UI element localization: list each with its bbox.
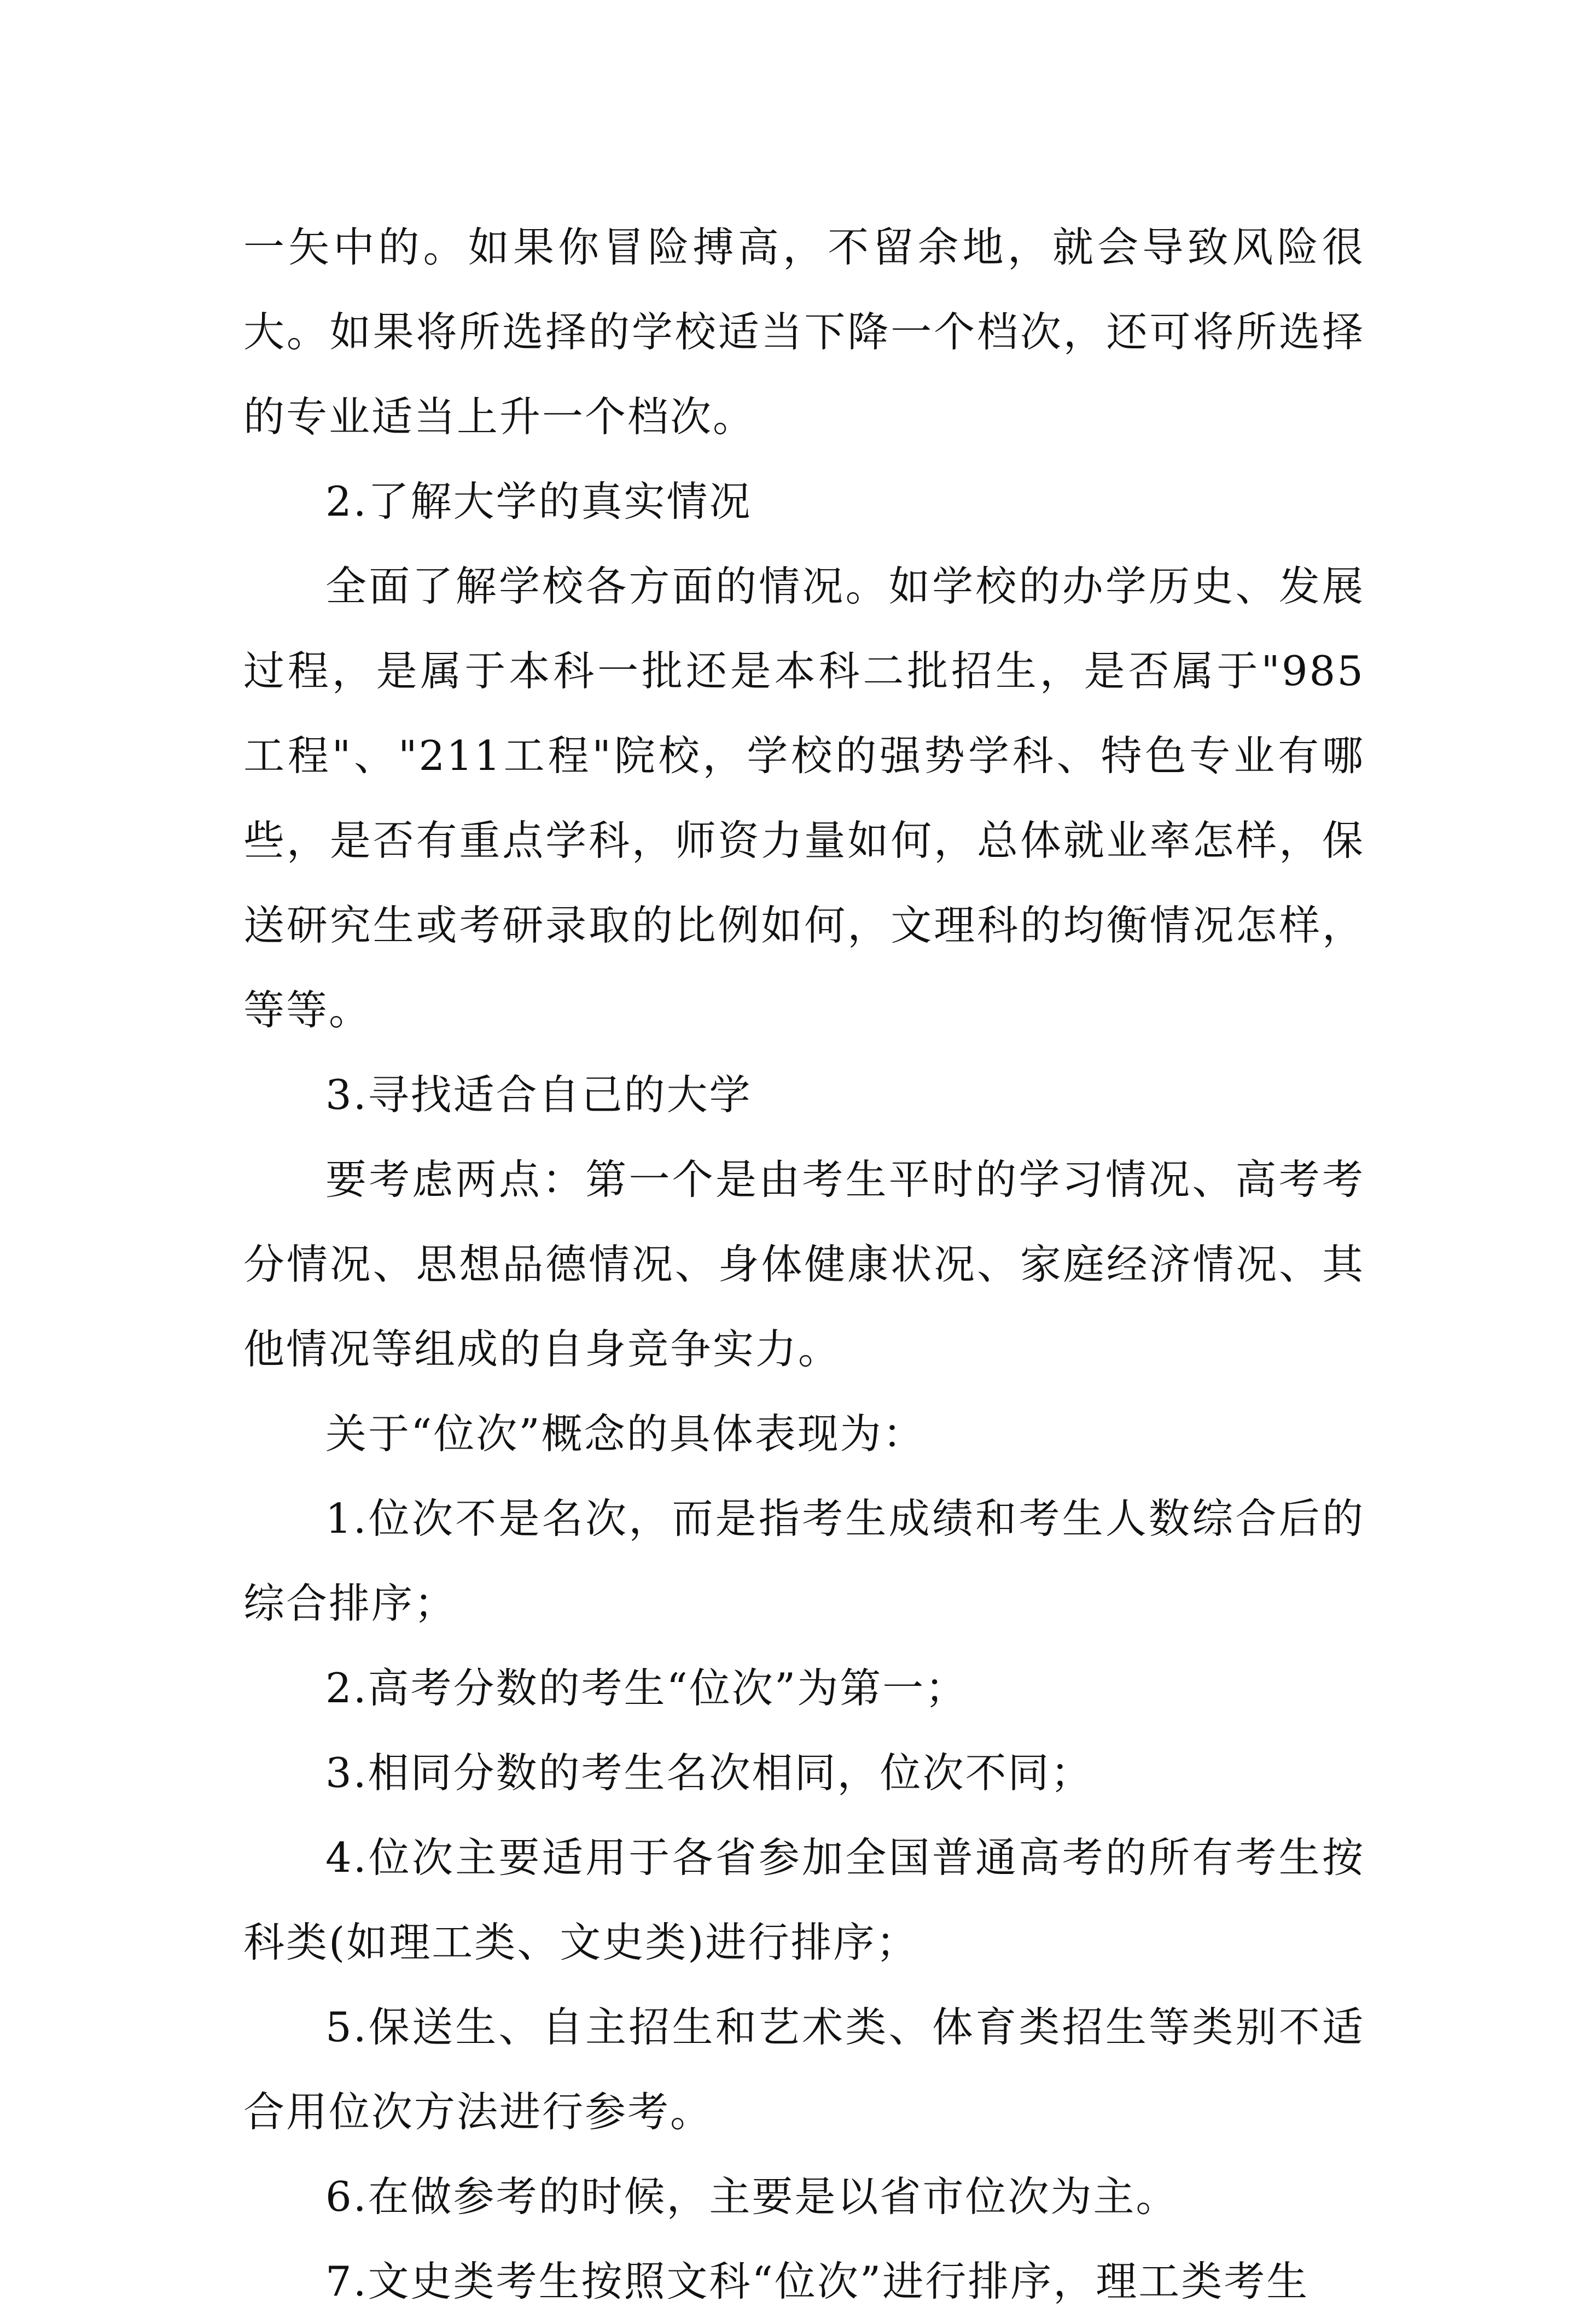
list-item-2: 2.高考分数的考生“位次”为第一； (325, 1664, 968, 1712)
paragraph-3: 要考虑两点：第一个是由考生平时的学习情况、高考考分情况、思想品德情况、身体健康状况、家庭经济情况、其他情况等组成的自身竞争实力。 (243, 1155, 1365, 1373)
paragraph-rank-intro: 关于“位次”概念的具体表现为： (325, 1410, 926, 1458)
list-item-5: 5.保送生、自主招生和艺术类、体育类招生等类别不适合用位次方法进行参考。 (243, 2003, 1365, 2136)
list-item-1: 1.位次不是名次，而是指考生成绩和考生人数综合后的综合排序； (243, 1494, 1365, 1627)
paragraph-1: 一矢中的。如果你冒险搏高，不留余地，就会导致风险很大。如果将所选择的学校适当下降一个档次，还可将所选择的专业适当上升一个档次。 (243, 223, 1365, 441)
document-body (243, 205, 1365, 2324)
list-item-4: 4.位次主要适用于各省参加全国普通高考的所有考生按科类(如理工类、文史类)进行排序； (243, 1833, 1365, 1966)
list-item-7: 7.文史类考生按照文科“位次”进行排序，理工类考生 (325, 2257, 1310, 2305)
list-item-3: 3.相同分数的考生名次相同，位次不同； (325, 1749, 1093, 1797)
heading-2: 2.了解大学的真实情况 (325, 477, 752, 525)
heading-3: 3.寻找适合自己的大学 (325, 1071, 752, 1119)
list-item-6: 6.在做参考的时候，主要是以省市位次为主。 (325, 2173, 1179, 2221)
paragraph-2: 全面了解学校各方面的情况。如学校的办学历史、发展过程，是属于本科一批还是本科二批招生，是否属于"985工程"、"211工程"院校，学校的强势学科、特色专业有哪些，是否有重点学科，师资力量如何，总体就业率怎样，保送研究生或考研录取的比例如何，文理科的均衡情况怎样，等等。 (243, 562, 1365, 1034)
